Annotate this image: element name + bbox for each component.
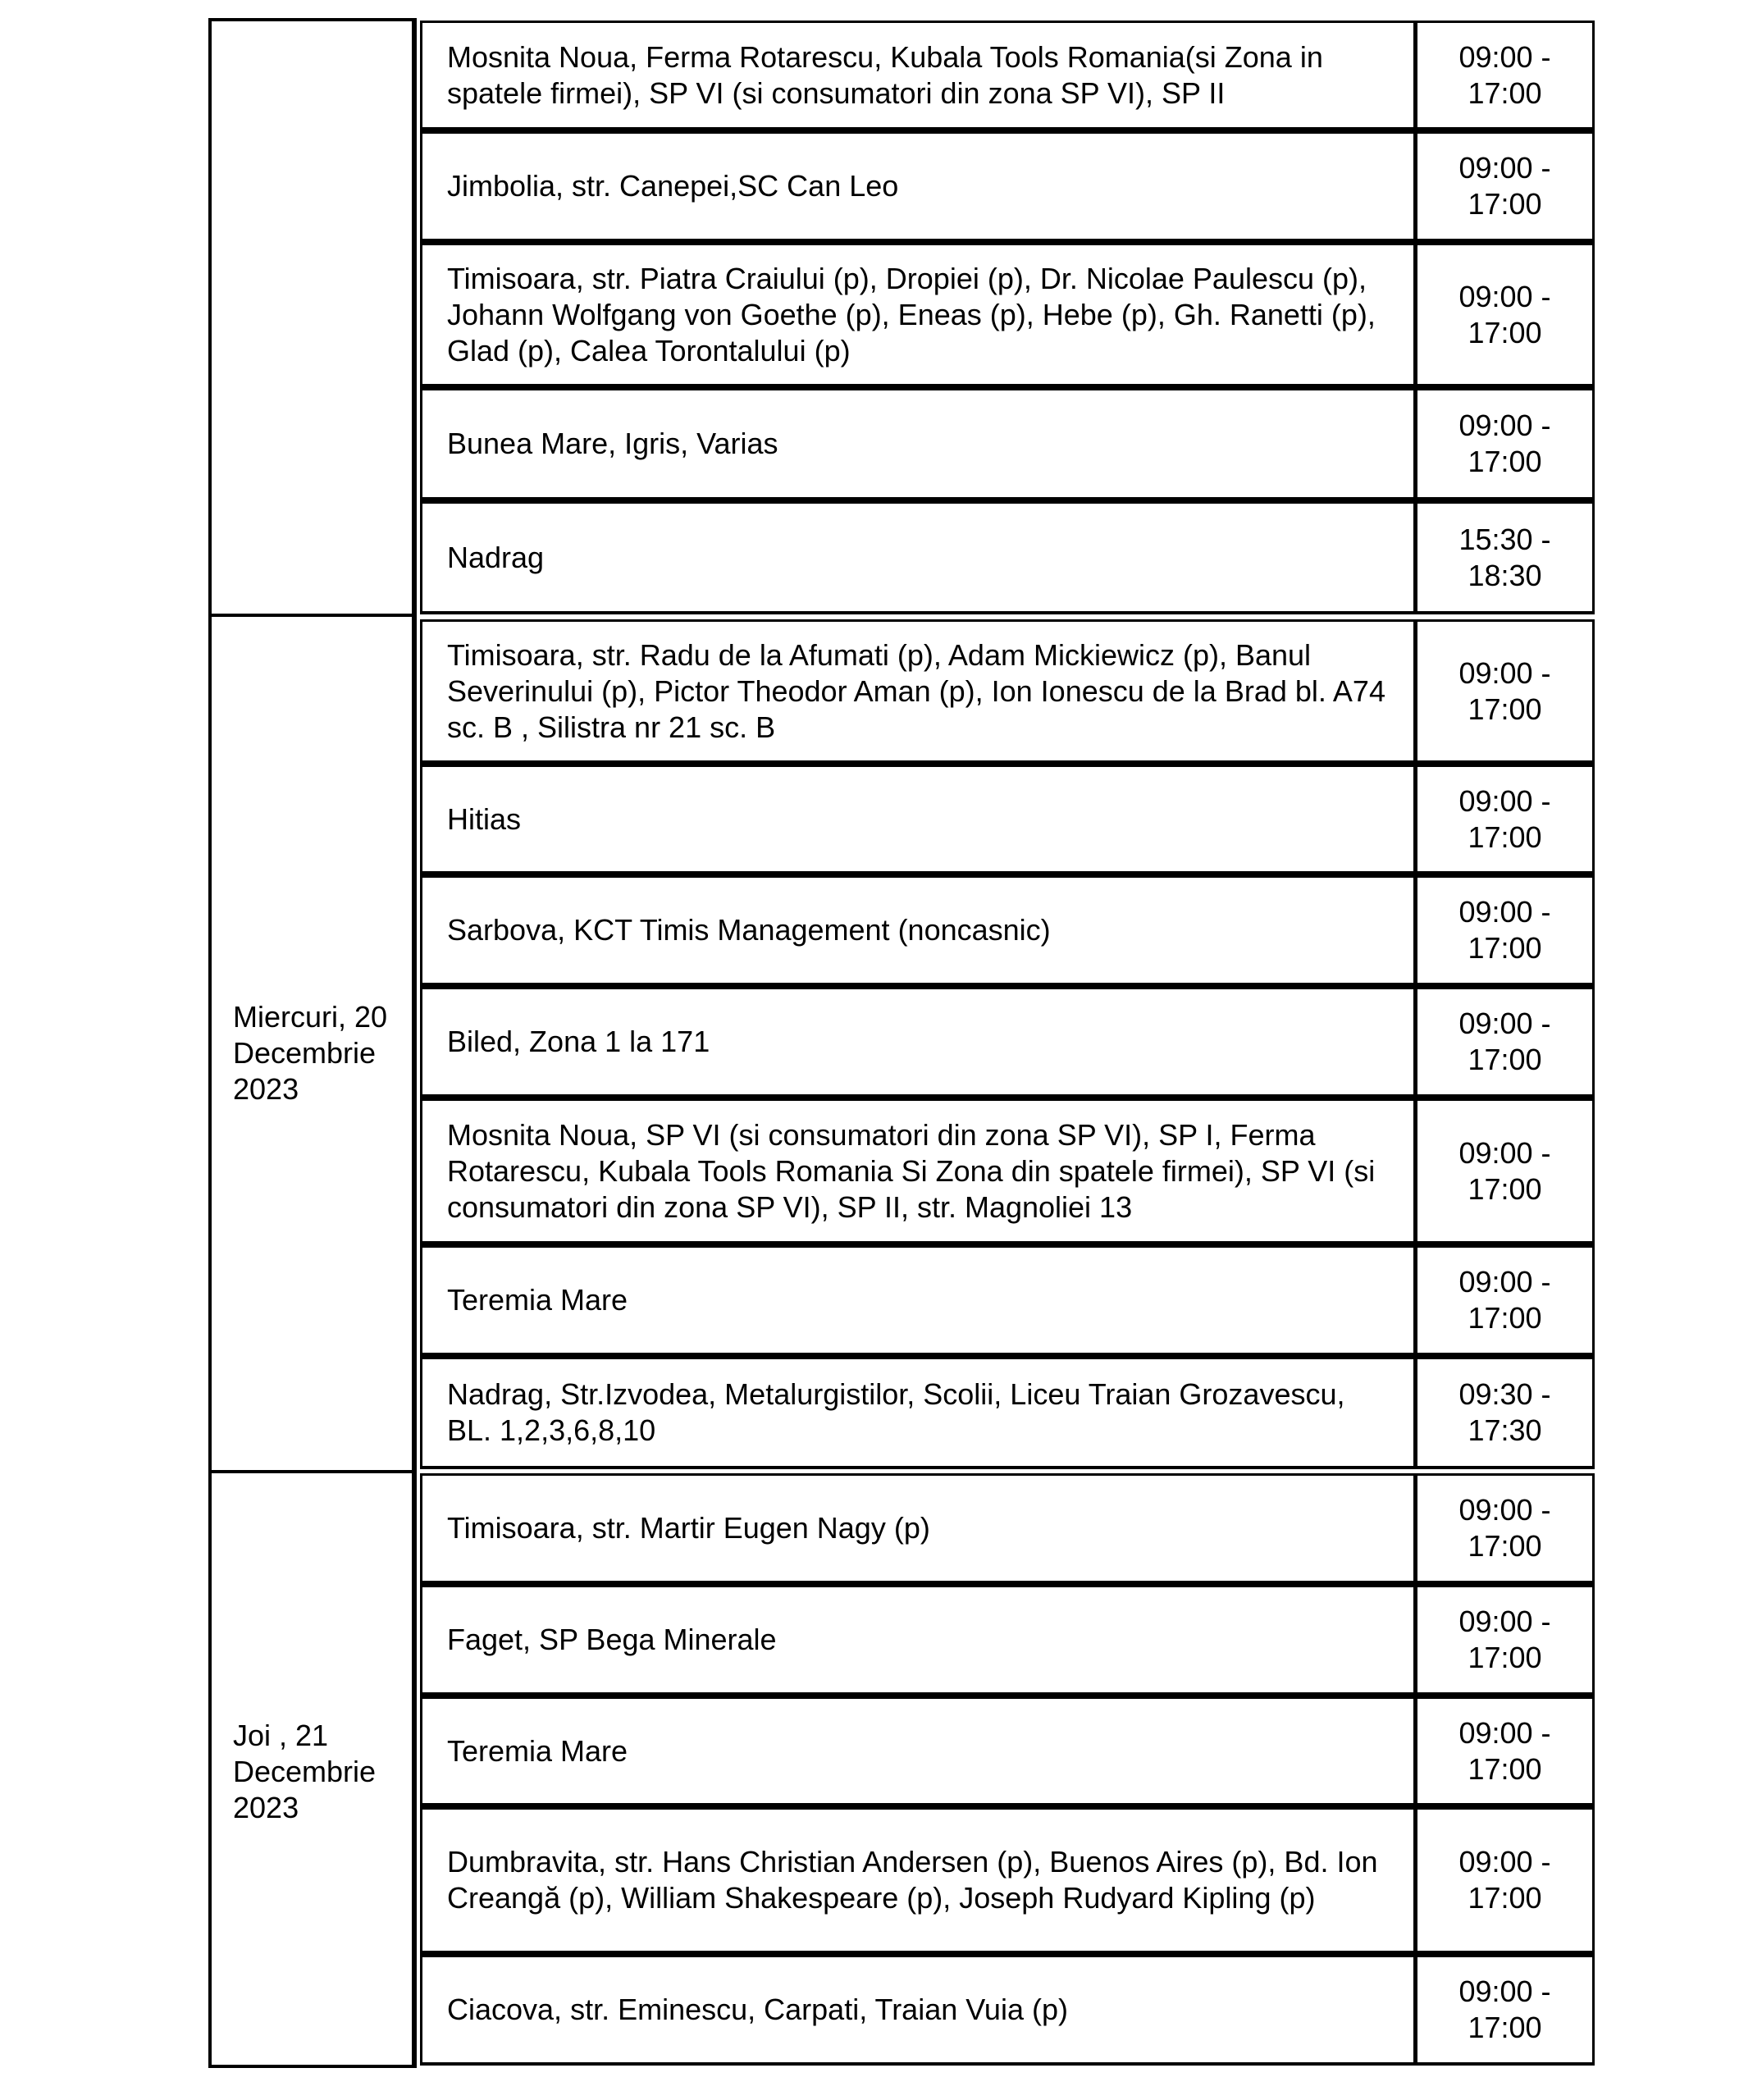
location-cell	[422, 1957, 1417, 2062]
time-end: 17:00	[1468, 1641, 1542, 1674]
time-start: 09:00 -	[1458, 279, 1551, 313]
time-end: 17:00	[1468, 1043, 1542, 1076]
date-cell	[208, 614, 417, 1473]
time-cell	[1417, 1810, 1592, 1951]
table-row	[420, 1245, 1595, 1359]
location-cell	[422, 1101, 1417, 1241]
time-cell	[1417, 989, 1592, 1094]
time-cell	[1417, 245, 1592, 384]
date-label	[233, 999, 413, 1107]
table-row	[420, 875, 1595, 989]
time-start: 09:00 -	[1458, 1493, 1551, 1527]
time-start: 09:00 -	[1458, 1007, 1551, 1040]
time-cell	[1417, 23, 1592, 127]
location-text: Timisoara, str. Radu de la Afumati (p), Adam Mickiewicz (p), Banul Severinului (p), Pictor Theodor Aman (p), Ion Ionescu de la Brad bl. A74 sc. B , Silistra nr 21 sc. B	[447, 637, 1385, 744]
location-text: Sarbova, KCT Timis Management (noncasnic)	[447, 913, 1051, 947]
location-text: Nadrag	[447, 540, 545, 574]
location-text: Teremia Mare	[447, 1733, 628, 1768]
date-line: Joi , 21	[233, 1719, 329, 1752]
time-cell	[1417, 1248, 1592, 1353]
date-line: Decembrie	[233, 1036, 377, 1070]
location-cell	[422, 390, 1417, 497]
table-row	[420, 1696, 1595, 1810]
location-text: Faget, SP Bega Minerale	[447, 1623, 777, 1656]
table-row	[420, 1585, 1595, 1699]
time-end: 18:30	[1468, 558, 1542, 592]
date-line: Decembrie	[233, 1755, 377, 1788]
location-text: Timisoara, str. Martir Eugen Nagy (p)	[447, 1511, 930, 1545]
time-cell	[1417, 622, 1592, 760]
time-start: 09:00 -	[1458, 1974, 1551, 2008]
time-cell	[1417, 1699, 1592, 1803]
time-cell	[1417, 1476, 1592, 1581]
time-end: 17:00	[1468, 692, 1542, 726]
location-text: Mosnita Noua, Ferma Rotarescu, Kubala Tools Romania(si Zona in spatele firmei), SP VI (si consumatori din zona SP VI), SP II	[447, 39, 1323, 110]
time-end: 17:00	[1468, 931, 1542, 965]
table-row	[420, 21, 1595, 134]
table-row	[420, 501, 1595, 614]
location-text: Dumbravita, str. Hans Christian Andersen (p), Buenos Aires (p), Bd. Ion Creangă (p), William Shakespeare (p), Joseph Rudyard Kipling (p)	[447, 1845, 1378, 1915]
time-cell	[1417, 504, 1592, 611]
time-start: 09:00 -	[1458, 1845, 1551, 1879]
date-label	[233, 1718, 413, 1826]
time-cell	[1417, 1101, 1592, 1241]
location-text: Nadrag, Str.Izvodea, Metalurgistilor, Scolii, Liceu Traian Grozavescu, BL. 1,2,3,6,8,10	[447, 1377, 1345, 1447]
time-cell	[1417, 1359, 1592, 1466]
location-cell	[422, 1587, 1417, 1692]
time-cell	[1417, 390, 1592, 497]
table-row	[420, 131, 1595, 245]
time-start: 09:00 -	[1458, 151, 1551, 185]
time-end: 17:00	[1468, 187, 1542, 221]
location-cell	[422, 1476, 1417, 1581]
date-line: Miercuri, 20	[233, 1000, 388, 1034]
location-cell	[422, 1810, 1417, 1951]
time-end: 17:00	[1468, 819, 1542, 854]
location-text: Hitias	[447, 801, 522, 836]
date-cell	[208, 18, 417, 617]
location-cell	[422, 134, 1417, 239]
time-end: 17:00	[1468, 445, 1542, 478]
table-row	[420, 388, 1595, 504]
location-cell	[422, 878, 1417, 983]
table-row	[420, 987, 1595, 1101]
time-end: 17:00	[1468, 1529, 1542, 1563]
time-cell	[1417, 134, 1592, 239]
location-cell	[422, 1359, 1417, 1466]
table-row	[420, 1955, 1595, 2066]
time-cell	[1417, 767, 1592, 871]
table-row	[420, 1357, 1595, 1469]
time-cell	[1417, 1587, 1592, 1692]
location-cell	[422, 1699, 1417, 1803]
location-text: Timisoara, str. Piatra Craiului (p), Dropiei (p), Dr. Nicolae Paulescu (p), Johann Wolfgang von Goethe (p), Eneas (p), Hebe (p), Gh. Ranetti (p), Glad (p), Calea Torontalului (p)	[447, 261, 1376, 368]
time-cell	[1417, 878, 1592, 983]
location-cell	[422, 622, 1417, 760]
time-start: 09:00 -	[1458, 1265, 1551, 1299]
date-line: 2023	[233, 1072, 299, 1106]
table-row	[420, 243, 1595, 390]
time-end: 17:00	[1468, 1301, 1542, 1335]
location-text: Biled, Zona 1 la 171	[447, 1025, 710, 1058]
location-text: Ciacova, str. Eminescu, Carpati, Traian Vuia (p)	[447, 1993, 1068, 2026]
time-end: 17:00	[1468, 1751, 1542, 1786]
time-start: 09:00 -	[1458, 1605, 1551, 1638]
table-row	[420, 1807, 1595, 1957]
time-start: 09:00 -	[1458, 1135, 1551, 1170]
table-row	[420, 1473, 1595, 1587]
table-row	[420, 1098, 1595, 1248]
time-start: 09:00 -	[1458, 895, 1551, 929]
location-cell	[422, 504, 1417, 611]
location-cell	[422, 245, 1417, 384]
time-start: 09:30 -	[1458, 1377, 1551, 1411]
time-start: 09:00 -	[1458, 783, 1551, 818]
time-start: 09:00 -	[1458, 655, 1551, 690]
time-end: 17:00	[1468, 75, 1542, 110]
table-row	[420, 619, 1595, 767]
time-start: 15:30 -	[1458, 522, 1551, 556]
time-start: 09:00 -	[1458, 39, 1551, 74]
table-row	[420, 765, 1595, 878]
location-cell	[422, 767, 1417, 871]
location-cell	[422, 23, 1417, 127]
date-cell	[208, 1470, 417, 2068]
date-line: 2023	[233, 1791, 299, 1824]
location-cell	[422, 1248, 1417, 1353]
location-text: Bunea Mare, Igris, Varias	[447, 427, 778, 460]
location-text: Teremia Mare	[447, 1283, 628, 1317]
time-cell	[1417, 1957, 1592, 2062]
time-end: 17:00	[1468, 1171, 1542, 1206]
time-end: 17:30	[1468, 1413, 1542, 1447]
location-cell	[422, 989, 1417, 1094]
time-end: 17:00	[1468, 2011, 1542, 2044]
time-end: 17:00	[1468, 315, 1542, 349]
time-start: 09:00 -	[1458, 409, 1551, 442]
location-text: Jimbolia, str. Canepei,SC Can Leo	[447, 169, 899, 203]
location-text: Mosnita Noua, SP VI (si consumatori din zona SP VI), SP I, Ferma Rotarescu, Kubala Tools Romania Si Zona din spatele firmei), SP VI (si consumatori din zona SP VI), SP II, str. Magnoliei 13	[447, 1117, 1376, 1224]
time-end: 17:00	[1468, 1881, 1542, 1915]
time-start: 09:00 -	[1458, 1715, 1551, 1750]
